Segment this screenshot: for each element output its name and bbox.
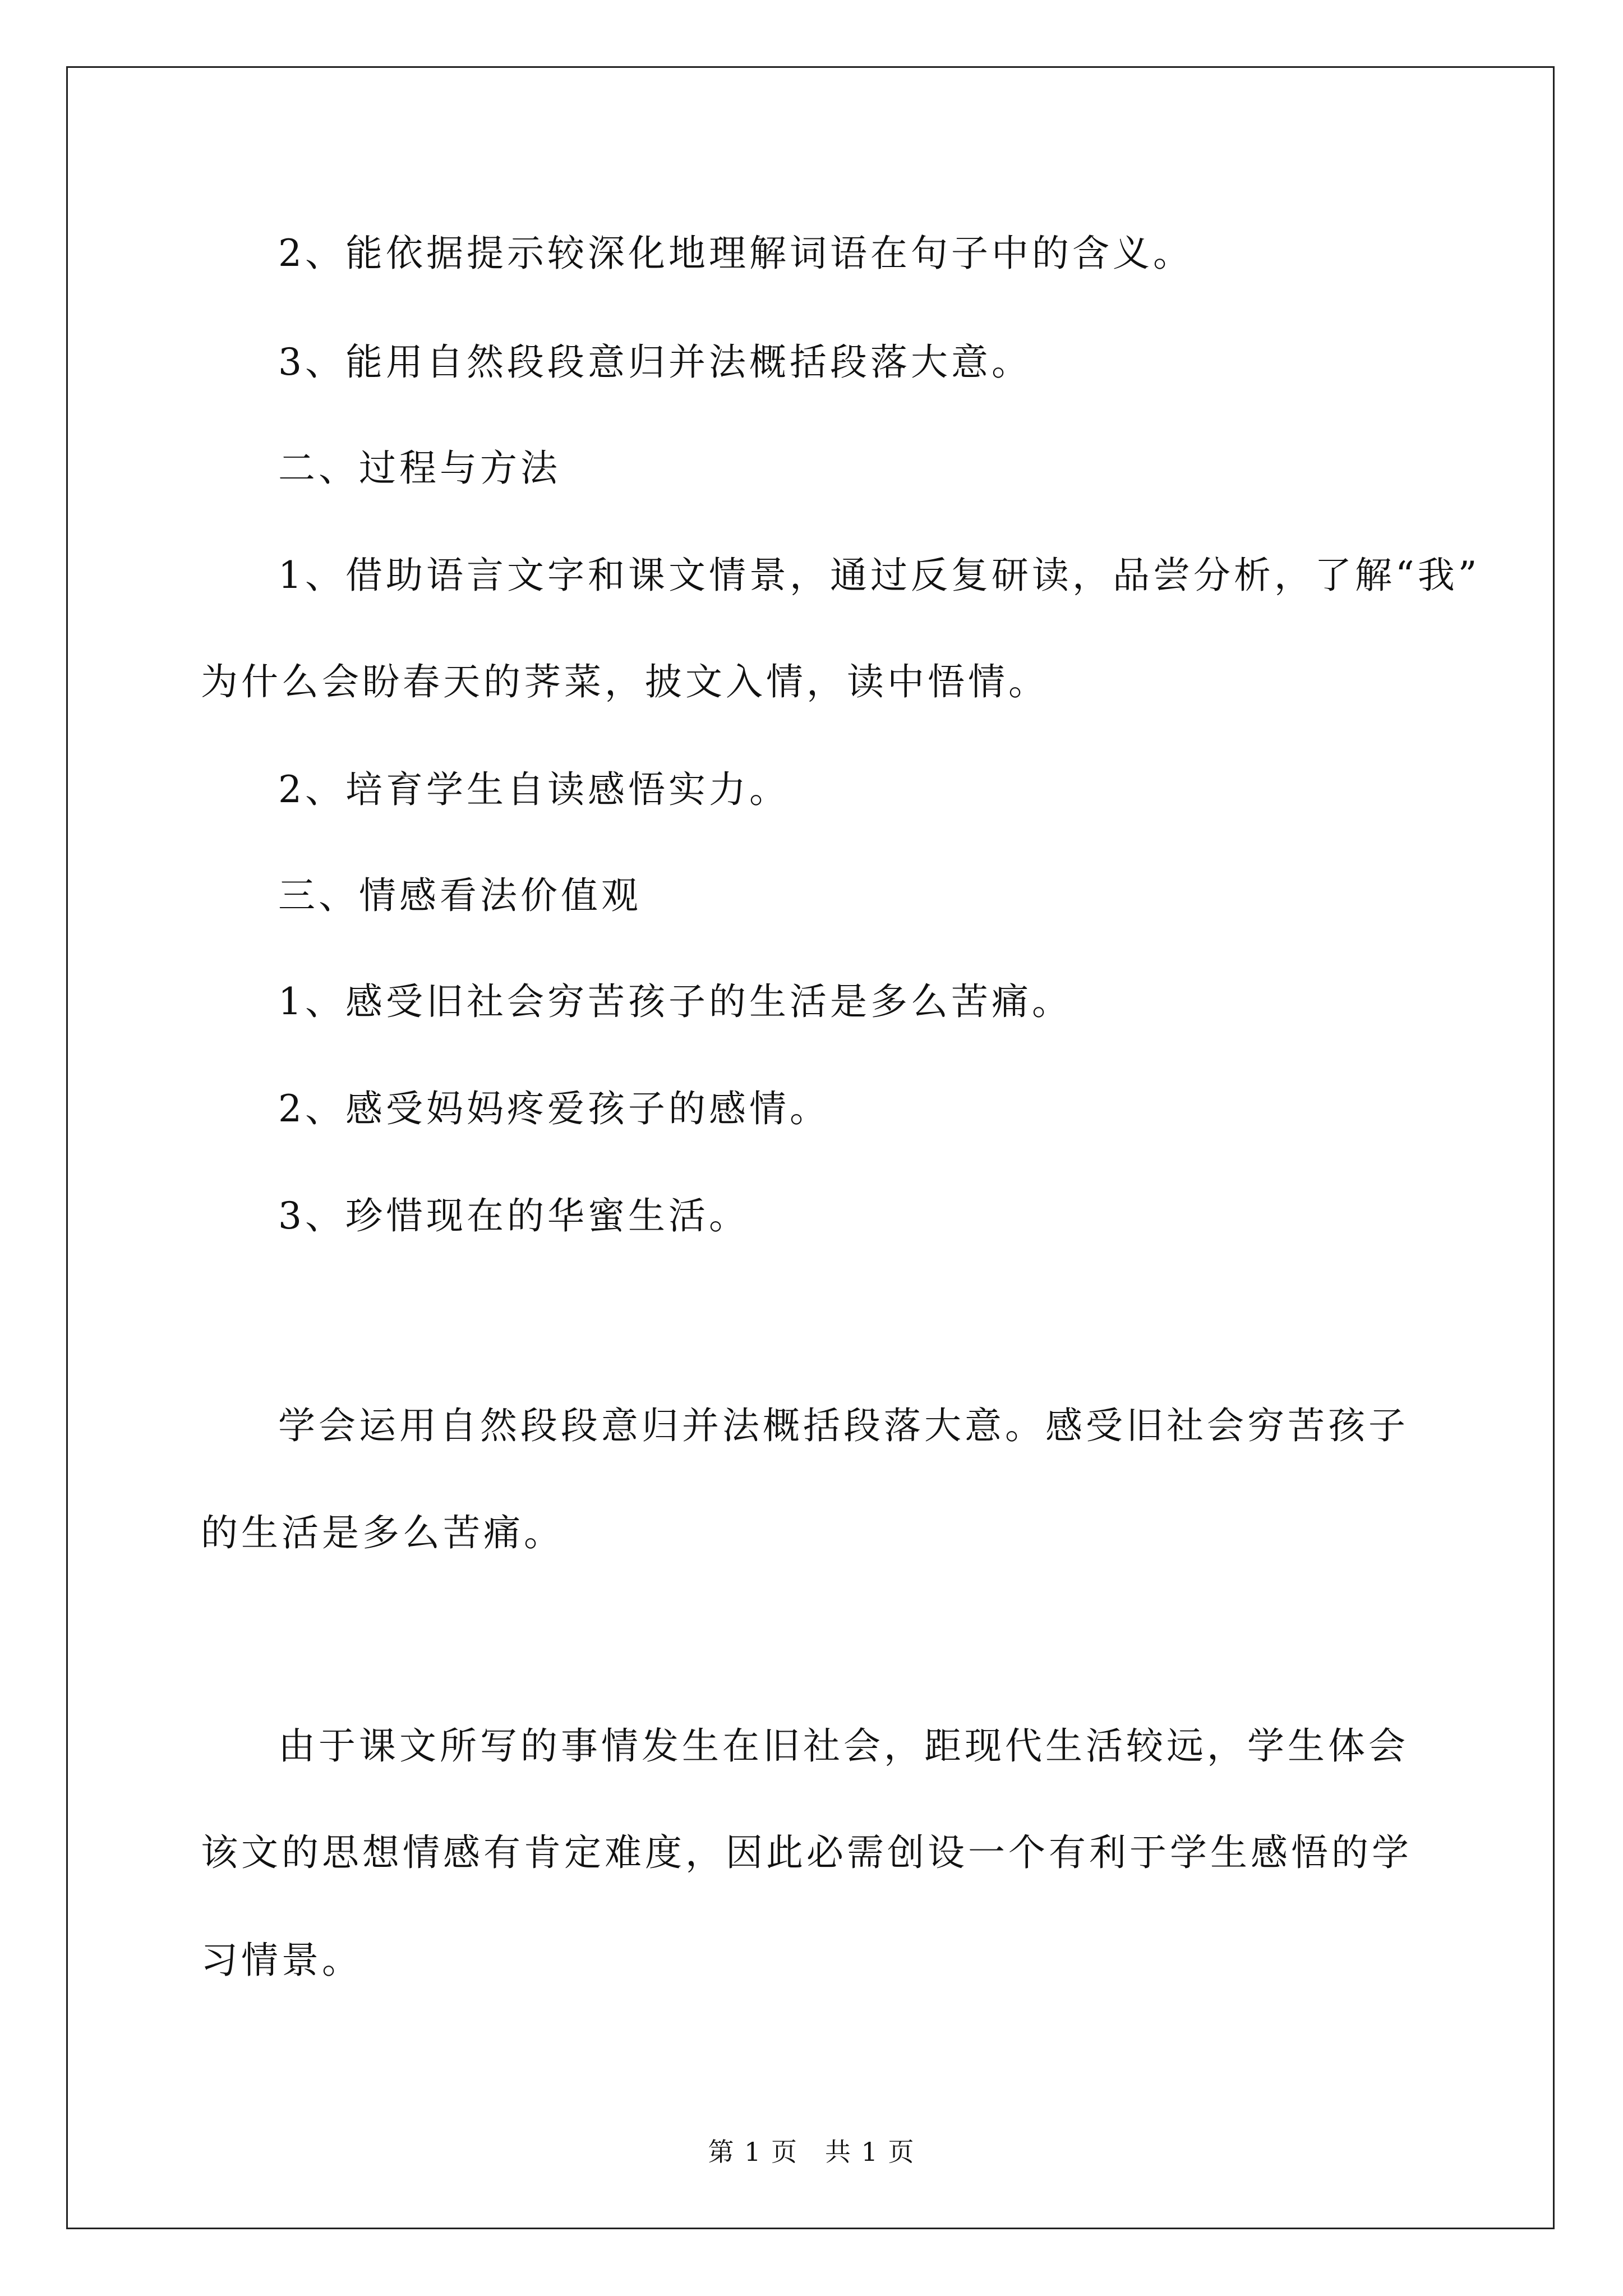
values-item-1: 1、感受旧社会穷苦孩子的生活是多么苦痛。: [278, 980, 1072, 1023]
section-heading-process-method: 二、过程与方法: [278, 447, 561, 490]
objective-3: 3、能用自然段段意归并法概括段落大意。: [278, 341, 1032, 384]
section-heading-values: 三、情感看法价值观: [278, 874, 642, 917]
objective-2: 2、能依据提示较深化地理解词语在句子中的含义。: [278, 232, 1193, 275]
key-point-line-2: 的生活是多么苦痛。: [201, 1511, 564, 1554]
values-item-3: 3、珍惜现在的华蜜生活。: [278, 1194, 749, 1237]
page-number-footer: 第 1 页 共 1 页: [708, 2137, 915, 2167]
page-border: [66, 66, 1555, 2229]
process-item-1-line-1: 1、借助语言文字和课文情景，通过反复研读，品尝分析，了解“我”: [278, 554, 1481, 597]
process-item-1-line-2: 为什么会盼春天的荠菜，披文入情，读中悟情。: [201, 660, 1049, 703]
values-item-2: 2、感受妈妈疼爱孩子的感情。: [278, 1087, 830, 1130]
difficulty-line-3: 习情景。: [201, 1939, 362, 1982]
process-item-2: 2、培育学生自读感悟实力。: [278, 768, 790, 811]
difficulty-line-2: 该文的思想情感有肯定难度，因此必需创设一个有利于学生感悟的学: [201, 1831, 1412, 1874]
key-point-line-1: 学会运用自然段段意归并法概括段落大意。感受旧社会穷苦孩子: [278, 1404, 1409, 1447]
difficulty-line-1: 由于课文所写的事情发生在旧社会，距现代生活较远，学生体会: [278, 1724, 1409, 1768]
